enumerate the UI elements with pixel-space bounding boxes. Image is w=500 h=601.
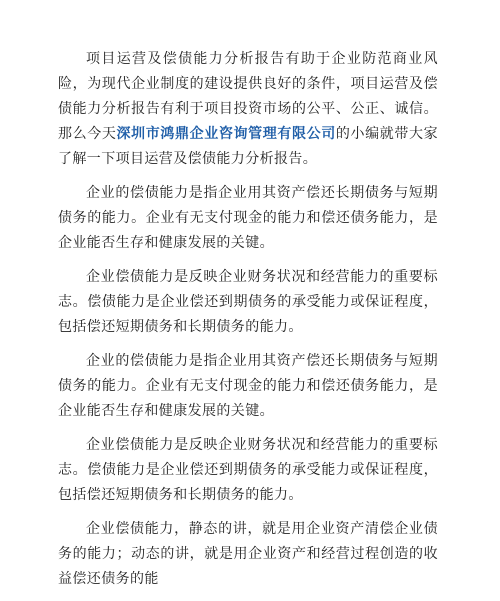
intro-text-after: 的小编就带大家了解一下项目运营及偿债能力分析报告。 — [58, 126, 438, 167]
body-paragraph: 企业偿债能力是反映企业财务状况和经营能力的重要标志。偿债能力是企业偿还到期债务的承受能力或保证程度，包括偿还短期债务和长期债务的能力。 — [58, 437, 438, 503]
body-paragraph: 企业的偿债能力是指企业用其资产偿还长期债务与短期债务的能力。企业有无支付现金的能力和偿还债务能力，是企业能否生存和健康发展的关键。 — [58, 353, 438, 419]
intro-text-before: 项目运营及偿债能力分析报告有助于企业防范商业风险，为现代企业制度的建设提供良好的条件，项目运营及偿债能力分析报告有利于项目投资市场的公平、公正、诚信。那么今天 — [58, 51, 438, 142]
body-paragraph: 企业偿债能力，静态的讲，就是用企业资产清偿企业债务的能力；动态的讲，就是用企业资产和经营过程创造的收益偿还债务的能 — [58, 521, 438, 587]
body-paragraph: 企业的偿债能力是指企业用其资产偿还长期债务与短期债务的能力。企业有无支付现金的能力和偿还债务能力，是企业能否生存和健康发展的关键。 — [58, 185, 438, 251]
company-name-link[interactable]: 深圳市鸿鼎企业咨询管理有限公司 — [116, 126, 336, 142]
article-body — [58, 47, 438, 601]
body-paragraph: 企业偿债能力是反映企业财务状况和经营能力的重要标志。偿债能力是企业偿还到期债务的承受能力或保证程度，包括偿还短期债务和长期债务的能力。 — [58, 269, 438, 335]
intro-paragraph — [58, 47, 438, 172]
